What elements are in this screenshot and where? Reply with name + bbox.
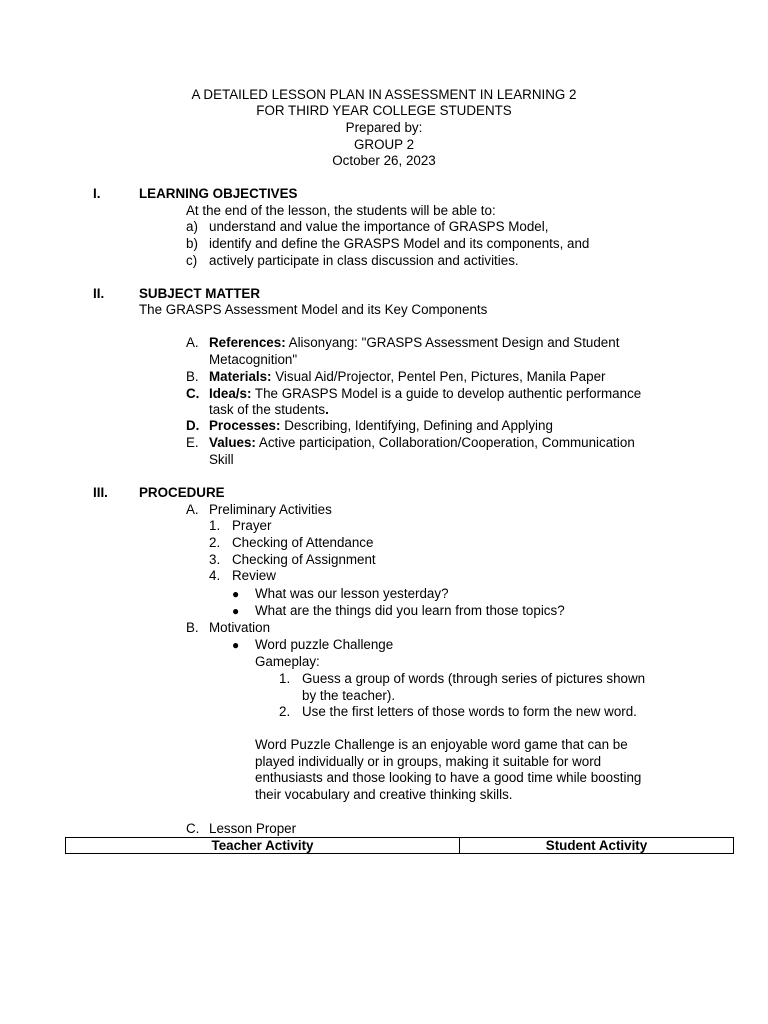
list-marker: D. xyxy=(186,418,200,433)
gameplay-label: Gameplay: xyxy=(255,654,320,669)
subject-item-references xyxy=(209,335,619,352)
list-item: Prayer xyxy=(232,518,272,533)
description-line: Word Puzzle Challenge is an enjoyable word game that can be xyxy=(255,737,628,752)
list-item: Review xyxy=(232,568,276,583)
subsection-title-preliminary: Preliminary Activities xyxy=(209,502,332,517)
item-text: task of the students xyxy=(209,402,326,417)
item-text: Describing, Identifying, Defining and Applying xyxy=(280,418,553,433)
list-marker: A. xyxy=(186,502,199,517)
list-marker: C. xyxy=(186,821,200,836)
item-text: Active participation, Collaboration/Cooperation, Communication xyxy=(255,435,635,450)
document-date: October 26, 2023 xyxy=(332,153,436,168)
item-text: The GRASPS Model is a guide to develop authentic performance xyxy=(251,386,642,401)
subject-item-values xyxy=(209,435,635,452)
item-continuation: Skill xyxy=(209,452,234,467)
item-continuation: Metacognition" xyxy=(209,352,298,367)
list-marker: a) xyxy=(186,219,198,234)
section-heading-subject: SUBJECT MATTER xyxy=(139,286,261,301)
list-marker: c) xyxy=(186,253,198,268)
column-header-teacher: Teacher Activity xyxy=(66,838,460,854)
subject-item-processes xyxy=(209,418,553,435)
review-question: What are the things did you learn from those topics? xyxy=(255,603,565,618)
section-numeral-3: III. xyxy=(93,485,108,500)
list-item: Checking of Assignment xyxy=(232,552,376,567)
description-line: enthusiasts and those looking to have a good time while boosting xyxy=(255,770,642,785)
item-label: Idea/s: xyxy=(209,386,252,401)
bullet-icon: ● xyxy=(232,638,240,652)
gameplay-step: Guess a group of words (through series of pictures shown xyxy=(302,671,646,686)
item-text: Alisonyang: "GRASPS Assessment Design and Student xyxy=(285,335,620,350)
bullet-icon: ● xyxy=(232,587,240,601)
group-name: GROUP 2 xyxy=(353,137,415,152)
subsection-title-motivation: Motivation xyxy=(209,620,271,635)
table-header-row xyxy=(66,838,734,854)
subsection-title-lesson-proper: Lesson Proper xyxy=(209,821,297,836)
list-marker: 1. xyxy=(209,518,221,533)
item-label: References: xyxy=(209,335,286,350)
item-period: . xyxy=(325,402,329,417)
objective-item: identify and define the GRASPS Model and its components, and xyxy=(209,236,590,251)
list-marker: C. xyxy=(186,386,200,401)
doc-title-line1: A DETAILED LESSON PLAN IN ASSESSMENT IN LEARNING 2 xyxy=(191,87,577,102)
item-label: Materials: xyxy=(209,369,272,384)
item-continuation xyxy=(209,402,329,419)
bullet-icon: ● xyxy=(232,604,240,618)
gameplay-step: Use the first letters of those words to form the new word. xyxy=(302,704,637,719)
prepared-by-label: Prepared by: xyxy=(345,120,423,135)
item-continuation: by the teacher). xyxy=(302,688,396,703)
list-marker: B. xyxy=(186,369,199,384)
description-line: played individually or in groups, making it suitable for word xyxy=(255,754,602,769)
list-marker: E. xyxy=(186,435,199,450)
list-item: Checking of Attendance xyxy=(232,535,374,550)
objective-item: understand and value the importance of GRASPS Model, xyxy=(209,219,549,234)
list-marker: 4. xyxy=(209,568,221,583)
list-marker: 3. xyxy=(209,552,221,567)
motivation-activity: Word puzzle Challenge xyxy=(255,637,394,652)
subject-topic: The GRASPS Assessment Model and its Key Components xyxy=(139,302,488,317)
list-marker: A. xyxy=(186,335,199,350)
section-numeral-2: II. xyxy=(93,286,105,301)
objectives-intro: At the end of the lesson, the students will be able to: xyxy=(186,203,496,218)
section-heading-procedure: PROCEDURE xyxy=(139,485,225,500)
activity-table xyxy=(65,837,734,854)
list-marker: 2. xyxy=(209,535,221,550)
item-text: Visual Aid/Projector, Pentel Pen, Pictures, Manila Paper xyxy=(271,369,606,384)
description-line: their vocabulary and creative thinking skills. xyxy=(255,787,513,802)
list-marker: 1. xyxy=(279,671,291,686)
list-marker: 2. xyxy=(279,704,291,719)
section-heading-objectives: LEARNING OBJECTIVES xyxy=(139,186,298,201)
item-label: Processes: xyxy=(209,418,281,433)
objective-item: actively participate in class discussion and activities. xyxy=(209,253,519,268)
column-header-student: Student Activity xyxy=(460,838,734,854)
review-question: What was our lesson yesterday? xyxy=(255,586,449,601)
subject-item-materials xyxy=(209,369,605,386)
subject-item-ideas xyxy=(209,386,641,403)
item-label: Values: xyxy=(209,435,256,450)
doc-title-line2: FOR THIRD YEAR COLLEGE STUDENTS xyxy=(256,103,512,118)
list-marker: B. xyxy=(186,620,199,635)
list-marker: b) xyxy=(186,236,198,251)
section-numeral-1: I. xyxy=(93,186,101,201)
